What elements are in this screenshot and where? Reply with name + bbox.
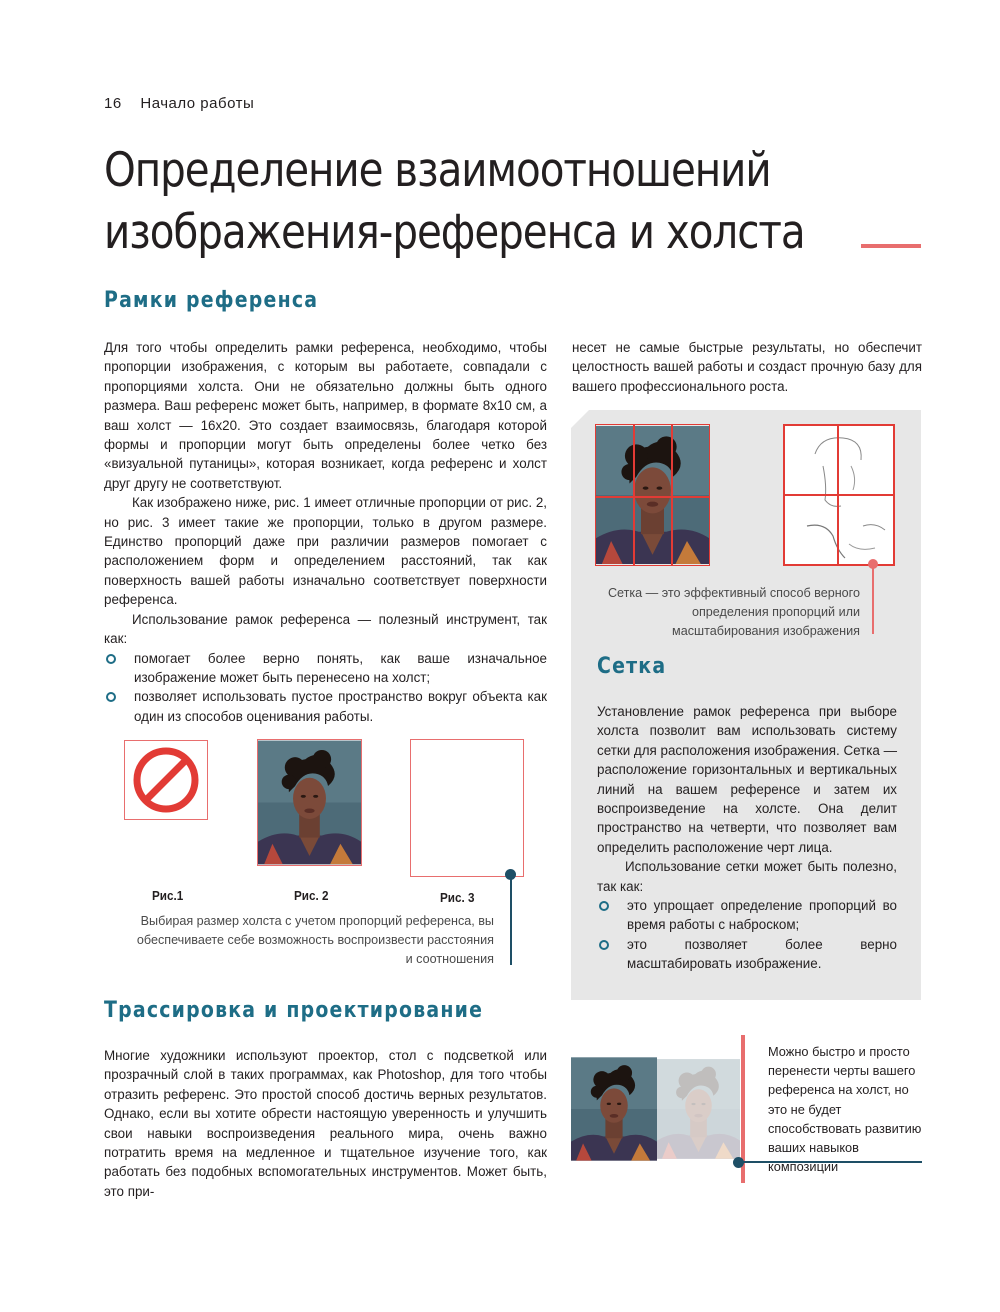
list-item: это упрощает определение пропорций во время работы с наброском; bbox=[597, 896, 897, 935]
section-heading-grid: Сетка bbox=[597, 654, 667, 679]
grid-vertical-line bbox=[671, 424, 673, 566]
figure-3-canvas bbox=[410, 739, 524, 877]
grid-para1: Установление рамок референса при выборе холста позволит вам использовать систему сетки для расположения изображения. Сетка — расположение горизонтальных и вертикальных линий на вашем референсе и затем их воспроизведение на холсте. Она делит пространство на четверти, что позволяет вам определить расположение черт лица. bbox=[597, 704, 897, 855]
list-item: это позволяет более верно масштабировать изображение. bbox=[597, 935, 897, 974]
figure-3-label: Рис. 3 bbox=[440, 890, 475, 905]
grid-caption-pointer-line bbox=[872, 566, 874, 634]
page-title bbox=[104, 140, 809, 264]
page-number: 16 bbox=[104, 95, 122, 112]
section-name: Начало работы bbox=[140, 95, 255, 112]
title-accent-rule bbox=[861, 244, 921, 248]
figures-caption: Выбирая размер холста с учетом пропорций референса, вы обеспечиваете себе возможность воспроизвести расстояния и соотношения bbox=[136, 914, 494, 966]
section2-body: Многие художники используют проектор, стол с подсветкой или прозрачный слой в таких программах, как Photoshop, для того чтобы отразить референс. Это простой способ достичь верных результатов. Однако, если вы хотите обрести настоящую уверенность и улучшить свои навыки воспроизведения реального мира, очень важно потратить время на медленное и тщательное изучение того, как работать без подобных вспомогательных инструментов. Может быть, это при- bbox=[104, 1048, 547, 1199]
grid-vertical-line bbox=[837, 426, 839, 564]
figure-1 bbox=[124, 740, 208, 820]
grid-sketch bbox=[783, 424, 895, 566]
grid-caption: Сетка — это эффективный способ верного определения пропорций или масштабирования изображения bbox=[607, 586, 860, 638]
grid-body bbox=[597, 702, 897, 974]
trace-caption: Можно быстро и просто перенести черты вашего референса на холст, но это не будет способствовать развитию ваших навыков композиции bbox=[768, 1044, 922, 1175]
trace-photo-original bbox=[571, 1035, 657, 1183]
grid-vertical-line bbox=[633, 424, 635, 566]
section-heading-tracing: Трассировка и проектирование bbox=[104, 998, 484, 1023]
section1-para2: Как изображено ниже, рис. 1 имеет отличные пропорции от рис. 2, но рис. 3 имеет такие же пропорции, только в другом размере. Единство пропорций даже при различии размеров помогает с расположением форм и определением расстояний, так как поверхность вашей работы изначально соответствует поверхности референса. bbox=[104, 495, 547, 608]
trace-overlay bbox=[657, 1035, 740, 1183]
section-heading-frames: Рамки референса bbox=[104, 288, 319, 313]
figure-2-photo bbox=[257, 739, 362, 866]
list-item: позволяет использовать пустое пространство вокруг объекта как один из способов оценивания работы. bbox=[104, 687, 547, 726]
prohibition-icon bbox=[125, 741, 207, 819]
section1-para1: Для того чтобы определить рамки референса, необходимо, чтобы пропорции изображения, с которым вы работаете, совпадали с пропорциями холста. Они не обязательно должны быть одного размера. Ваш референс может быть, например, в формате 8x10 см, а ваш холст — 16x20. Это создает взаимосвязь, благодаря которой формы и пропорции могут быть определены более четко без «визуальной путаницы», которая возникает, когда референс и холст друг другу не соответствуют. bbox=[104, 340, 547, 491]
caption-pointer-line bbox=[510, 875, 512, 965]
section1-para3: Использование рамок референса — полезный инструмент, так как: bbox=[104, 611, 547, 647]
running-head bbox=[104, 95, 254, 112]
page-title-line2: изображения-референса и холста bbox=[104, 205, 805, 260]
figure-2-label: Рис. 2 bbox=[294, 888, 329, 903]
grid-sidebar-corner bbox=[571, 410, 589, 428]
section1-body bbox=[104, 338, 547, 726]
page-title-line1: Определение взаимоотношений bbox=[104, 143, 771, 198]
portrait-image bbox=[258, 740, 361, 865]
grid-horizontal-line bbox=[595, 496, 710, 498]
grid-bullet-list bbox=[597, 896, 897, 974]
grid-reference-photo bbox=[595, 424, 710, 566]
list-item: помогает более верно понять, как ваше изначальное изображение может быть перенесено на холст; bbox=[104, 649, 547, 688]
grid-frame bbox=[595, 424, 710, 566]
section1-bullet-list bbox=[104, 649, 547, 727]
grid-horizontal-line bbox=[785, 494, 893, 496]
figure-1-label: Рис.1 bbox=[152, 888, 184, 903]
portrait-image bbox=[571, 1035, 657, 1183]
right-column-continuation: несет не самые быстрые результаты, но обеспечит целостность вашей работы и создаст прочную базу для вашего профессионального роста. bbox=[572, 340, 922, 394]
grid-para2: Использование сетки может быть полезно, так как: bbox=[597, 859, 897, 894]
